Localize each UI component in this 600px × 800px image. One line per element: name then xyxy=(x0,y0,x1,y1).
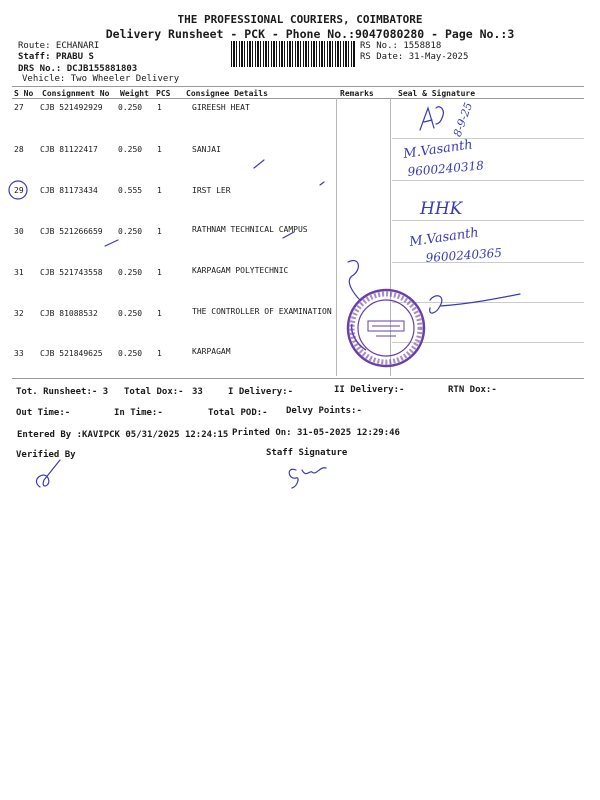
row-consignee: GIREESH HEAT xyxy=(192,103,250,112)
col-remarks: Remarks xyxy=(340,89,374,98)
entered-by: Entered By :KAVIPCK 05/31/2025 12:24:15 xyxy=(17,430,229,440)
staff-signature-mark xyxy=(289,468,326,488)
row-sno: 30 xyxy=(14,227,24,236)
col-pcs: PCS xyxy=(156,89,171,98)
row-weight: 0.555 xyxy=(118,186,143,195)
row-pcs: 1 xyxy=(157,349,162,358)
row-weight: 0.250 xyxy=(118,145,143,154)
row28-name: M.Vasanth xyxy=(402,137,474,162)
rtn-dox: RTN Dox:- xyxy=(448,385,497,395)
row-sno: 28 xyxy=(14,145,24,154)
printed-on: Printed On: 31-05-2025 12:29:46 xyxy=(232,428,400,438)
route-label: Route: ECHANARI xyxy=(18,41,100,51)
row-consignee: RATHNAM TECHNICAL CAMPUS xyxy=(192,225,308,234)
out-time: Out Time:- xyxy=(16,408,71,418)
in-time: In Time:- xyxy=(114,408,163,418)
verified-signature xyxy=(36,460,60,487)
company-title: THE PROFESSIONAL COURIERS, COIMBATORE xyxy=(177,13,423,26)
col-consignee: Consignee Details xyxy=(186,89,268,98)
row-weight: 0.250 xyxy=(118,227,143,236)
row-consignment: CJB 521743558 xyxy=(40,268,103,277)
row-pcs: 1 xyxy=(157,103,162,112)
circle-mark xyxy=(9,181,27,199)
total-dox-label: Total Dox:- xyxy=(124,387,184,397)
tot-runsheet: Tot. Runsheet:- 3 xyxy=(16,387,109,397)
vehicle-label: Vehicle: Two Wheeler Delivery xyxy=(22,74,180,84)
row-sno: 27 xyxy=(14,103,24,112)
staff-signature-label: Staff Signature xyxy=(266,448,348,458)
row28-phone: 9600240318 xyxy=(407,158,485,179)
row-consignee: KARPAGAM xyxy=(192,347,231,356)
row-consignee: SANJAI xyxy=(192,145,221,154)
row31-signature xyxy=(348,261,360,300)
row-consignment: CJB 81173434 xyxy=(40,186,98,195)
row27-signature xyxy=(420,107,443,130)
total-dox-value: 33 xyxy=(192,387,203,397)
row-weight: 0.250 xyxy=(118,349,143,358)
row-sno: 31 xyxy=(14,268,24,277)
tick-mark xyxy=(254,160,264,168)
tick-mark xyxy=(105,240,118,246)
row-weight: 0.250 xyxy=(118,103,143,112)
col-weight: Weight xyxy=(120,89,149,98)
row-weight: 0.250 xyxy=(118,268,143,277)
col-seal-signature: Seal & Signature xyxy=(398,89,476,98)
row-consignment: CJB 521492929 xyxy=(40,103,103,112)
delvy-points: Delvy Points:- xyxy=(286,406,362,416)
office-stamp xyxy=(348,290,424,366)
col-consignment: Consignment No xyxy=(42,89,110,98)
col-sno: S No xyxy=(14,89,34,98)
verified-by: Verified By xyxy=(16,450,76,460)
row27-date: 8-9-25 xyxy=(450,100,476,139)
rs-no: RS No.: 1558818 xyxy=(360,41,442,51)
row-sno: 33 xyxy=(14,349,24,358)
row-consignee: KARPAGAM POLYTECHNIC xyxy=(192,266,289,275)
row-consignment: CJB 521266659 xyxy=(40,227,103,236)
row-pcs: 1 xyxy=(157,227,162,236)
i-delivery: I Delivery:- xyxy=(228,387,294,397)
row-consignee: IRST LER xyxy=(192,186,231,195)
row30-name: M.Vasanth xyxy=(408,225,480,250)
total-pod: Total POD:- xyxy=(208,408,268,418)
tick-mark xyxy=(320,182,324,185)
row29-signature: HHK xyxy=(420,199,463,219)
row-consignment: CJB 521849625 xyxy=(40,349,103,358)
tick-mark xyxy=(283,232,294,238)
rs-date: RS Date: 31-May-2025 xyxy=(360,52,469,62)
row-pcs: 1 xyxy=(157,309,162,318)
ii-delivery: II Delivery:- xyxy=(334,385,405,395)
row32-signature xyxy=(430,294,520,313)
row-pcs: 1 xyxy=(157,186,162,195)
row-pcs: 1 xyxy=(157,268,162,277)
row-consignment: CJB 81122417 xyxy=(40,145,98,154)
row-consignee: THE CONTROLLER OF EXAMINATION xyxy=(192,307,332,316)
row-weight: 0.250 xyxy=(118,309,143,318)
row-sno: 32 xyxy=(14,309,24,318)
row-sno: 29 xyxy=(14,186,24,195)
runsheet-title: Delivery Runsheet - PCK - Phone No.:9047080280 - Page No.:3 xyxy=(105,27,515,41)
row-consignment: CJB 81088532 xyxy=(40,309,98,318)
drs-label: DRS No.: DCJB155881803 xyxy=(18,64,138,74)
row30-phone: 9600240365 xyxy=(425,245,503,265)
staff-label: Staff: PRABU S xyxy=(18,52,94,62)
row-pcs: 1 xyxy=(157,145,162,154)
